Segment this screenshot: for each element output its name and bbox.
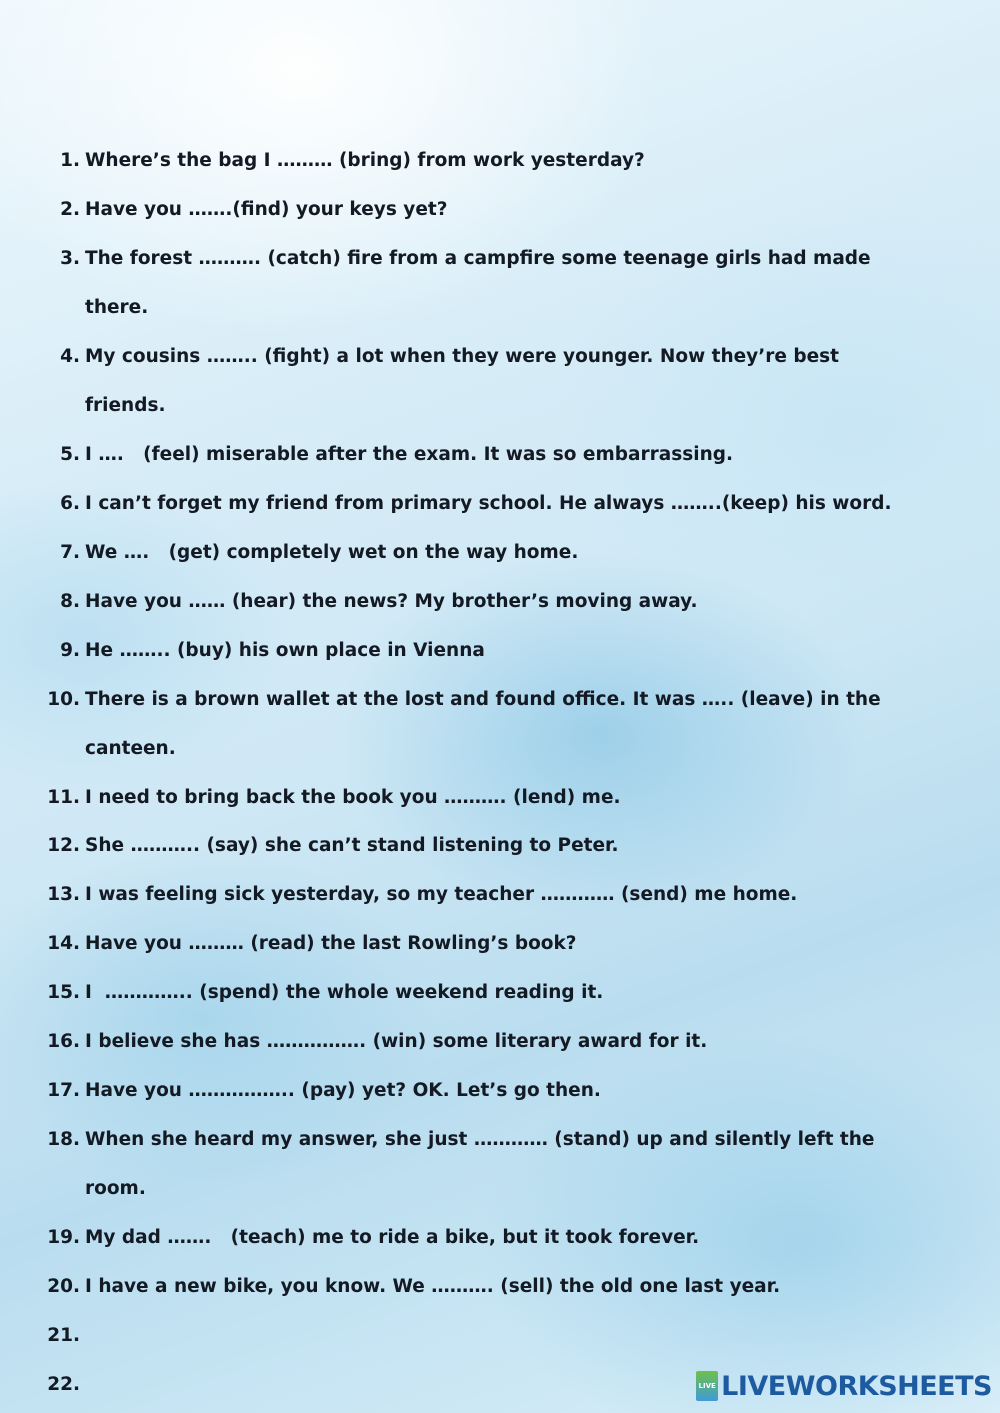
item-number: 2. bbox=[60, 199, 80, 220]
item-text: We …. (get) completely wet on the way home. bbox=[85, 542, 579, 563]
item-number: 12. bbox=[47, 835, 80, 856]
item-number: 9. bbox=[60, 640, 80, 661]
item-number: 10. bbox=[47, 689, 80, 710]
item-text: I can’t forget my friend from primary school. He always ……..(keep) his word. bbox=[85, 493, 892, 514]
item-number: 20. bbox=[47, 1276, 80, 1297]
item-text: When she heard my answer, she just ………… (stand) up and silently left the room. bbox=[85, 1129, 875, 1199]
item-number: 15. bbox=[47, 982, 80, 1003]
item-text: My cousins …….. (fight) a lot when they were younger. Now they’re best friends. bbox=[85, 346, 840, 416]
item-number: 7. bbox=[60, 542, 80, 563]
item-text: She ……….. (say) she can’t stand listening to Peter. bbox=[85, 835, 619, 856]
item-text: My dad ……. (teach) me to ride a bike, but it took forever. bbox=[85, 1227, 700, 1248]
item-text: I was feeling sick yesterday, so my teacher ………… (send) me home. bbox=[85, 884, 798, 905]
item-number: 11. bbox=[47, 787, 80, 808]
liveworksheets-logo[interactable] bbox=[696, 1369, 992, 1403]
item-number: 6. bbox=[60, 493, 80, 514]
item-number: 8. bbox=[60, 591, 80, 612]
item-text: I ………….. (spend) the whole weekend reading it. bbox=[85, 982, 604, 1003]
logo-text: LIVEWORKSHEETS bbox=[721, 1370, 992, 1402]
item-number: 3. bbox=[60, 248, 80, 269]
logo-icon: LIVE bbox=[696, 1371, 718, 1401]
item-text: There is a brown wallet at the lost and found office. It was ….. (leave) in the canteen. bbox=[85, 689, 881, 759]
item-number: 14. bbox=[47, 933, 80, 954]
item-text: Have you …… (hear) the news? My brother’s moving away. bbox=[85, 591, 698, 612]
item-text: I need to bring back the book you ………. (lend) me. bbox=[85, 787, 621, 808]
item-number: 22. bbox=[47, 1374, 80, 1395]
item-number: 17. bbox=[47, 1080, 80, 1101]
item-number: 19. bbox=[47, 1227, 80, 1248]
item-number: 5. bbox=[60, 444, 80, 465]
item-number: 4. bbox=[60, 346, 80, 367]
item-text: Have you …….(find) your keys yet? bbox=[85, 199, 448, 220]
item-text: He …….. (buy) his own place in Vienna bbox=[85, 640, 485, 661]
item-text: I …. (feel) miserable after the exam. It was so embarrassing. bbox=[85, 444, 734, 465]
item-text: I have a new bike, you know. We ………. (sell) the old one last year. bbox=[85, 1276, 781, 1297]
item-number: 1. bbox=[60, 150, 80, 171]
item-number: 21. bbox=[47, 1325, 80, 1346]
item-number: 18. bbox=[47, 1129, 80, 1150]
item-text: The forest ………. (catch) fire from a campfire some teenage girls had made there. bbox=[85, 248, 871, 318]
item-number: 16. bbox=[47, 1031, 80, 1052]
item-text: Have you …………….. (pay) yet? OK. Let’s go then. bbox=[85, 1080, 601, 1101]
item-text: Where’s the bag I ……… (bring) from work yesterday? bbox=[85, 150, 645, 171]
item-text: I believe she has ……………. (win) some literary award for it. bbox=[85, 1031, 708, 1052]
item-text: Have you ……… (read) the last Rowling’s book? bbox=[85, 933, 577, 954]
item-number: 13. bbox=[47, 884, 80, 905]
